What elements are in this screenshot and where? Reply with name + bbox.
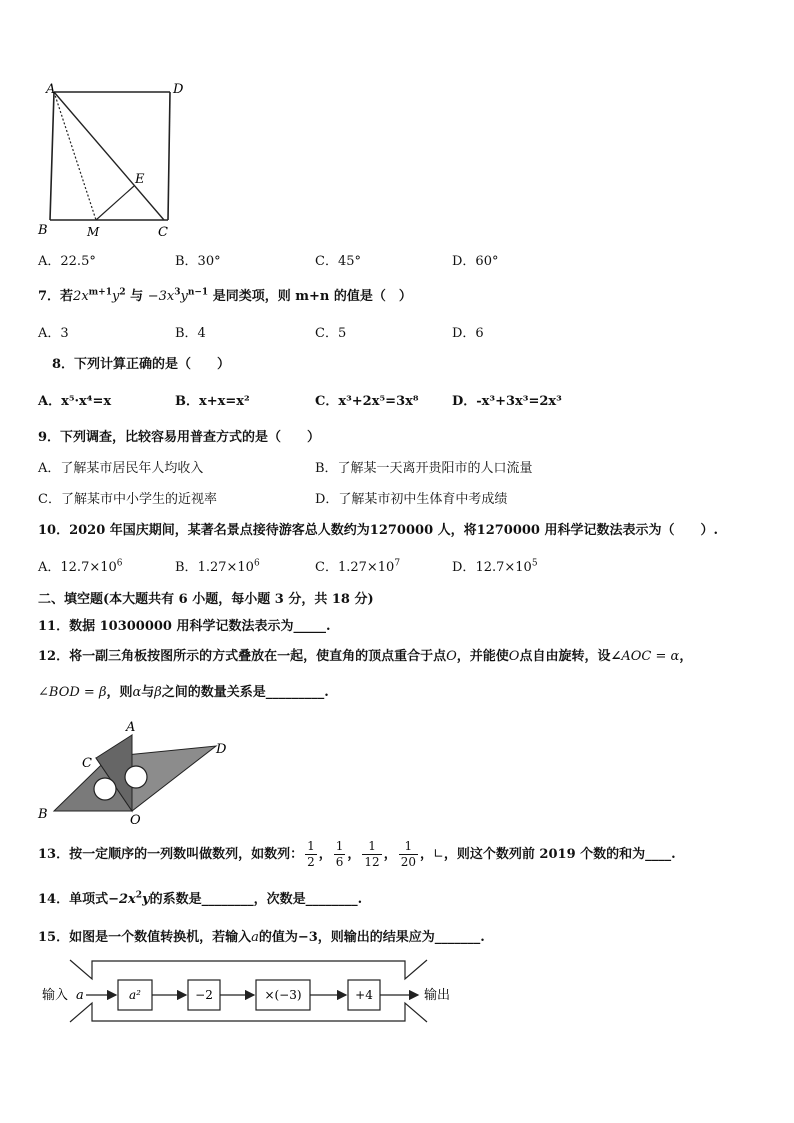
section-heading: 二、填空题(本大题共有 6 小题，每小题 3 分，共 18 分) (38, 592, 374, 607)
q6-option-c[interactable]: C．45° (315, 254, 361, 269)
tri-label-d: D (216, 742, 227, 757)
machine-input-label: 输入 (42, 988, 69, 1003)
q13-stem (38, 835, 676, 875)
conversion-machine (30, 955, 470, 1030)
q11-stem: 11．数据 10300000 用科学记数法表示为_____. (38, 619, 331, 634)
q7-option-a[interactable]: A．3 (38, 326, 69, 341)
q9-option-a[interactable]: A．了解某市居民年人均收入 (38, 461, 204, 476)
machine-box-minus2-label: −2 (195, 988, 213, 1002)
q7-term1-exp: m+1 (88, 287, 112, 298)
q7-term2-y: y (180, 289, 188, 304)
q8-option-b[interactable]: B．x+x=x² (175, 394, 250, 409)
q10-a-letter: A． (38, 560, 61, 575)
q13-frac-1: $\frac{1}{2}$ (307, 839, 315, 869)
q10-d-mantissa: 12.7×10 (475, 560, 532, 575)
tri-label-a: A (126, 720, 136, 735)
q7-term1-base: 2x (73, 289, 89, 304)
q13-sep-4: ， (419, 847, 433, 862)
q7-term1-y: y (111, 289, 120, 304)
q7-term2-yexp: n−1 (187, 287, 209, 298)
tri-label-c: C (82, 756, 92, 771)
q10-b-mantissa: 1.27×10 (197, 560, 254, 575)
q12-angle-sign: ∠ (38, 685, 49, 700)
q10-b-letter: B． (175, 560, 198, 575)
q14-question: 的系数是________，次数是________. (149, 892, 363, 907)
q10-b-exponent: 6 (253, 558, 260, 569)
q7-conjunction: 与 (130, 289, 144, 304)
q10-option-c[interactable] (315, 556, 400, 575)
q8-option-a[interactable]: A．x⁵·x⁴=x (38, 394, 112, 409)
q12-point-o: O (446, 649, 457, 664)
q12-alpha: α (670, 649, 680, 664)
triangles-figure (30, 716, 240, 828)
q8-option-c[interactable]: C．x³+2x⁵=3x⁸ (315, 394, 419, 409)
q12-text-c: 点自由旋转，设∠ (519, 649, 622, 664)
q13-frac-2: $\frac{1}{6}$ (335, 839, 344, 869)
q13-question: ，则这个数列前 2019 个数的和为____. (443, 847, 676, 862)
machine-output-label: 输出 (424, 988, 451, 1003)
q13-ellipsis: ∟ (433, 847, 444, 862)
q13-prefix: 13．按一定顺序的一列数叫做数列，如数列： (38, 847, 304, 862)
tri-label-o: O (130, 813, 141, 828)
q10-d-exponent: 5 (531, 558, 538, 569)
q12-text-e: 与 (141, 685, 155, 700)
q15-question: 的值为−3，则输出的结果应为_______. (258, 930, 485, 945)
q9-option-c[interactable]: C．了解某市中小学生的近视率 (38, 492, 217, 507)
point-label-d: D (173, 82, 184, 97)
q12-text-d: ，则 (106, 685, 133, 700)
point-label-e: E (135, 172, 145, 187)
q12-equals2: = (79, 685, 99, 700)
q6-option-d[interactable]: D．60° (452, 254, 499, 269)
q14-stem (38, 888, 362, 907)
q6-option-b[interactable]: B．30° (175, 254, 221, 269)
q10-option-b[interactable] (175, 556, 260, 575)
q13-sep-2: ， (347, 847, 361, 862)
q14-monomial: −2x (108, 892, 136, 907)
machine-box-times-label: ×(−3) (264, 988, 302, 1002)
q10-option-d[interactable] (452, 556, 538, 575)
q13-frac-3: $\frac{1}{12}$ (364, 839, 380, 869)
q13-sep-3: ， (383, 847, 397, 862)
machine-box-square-label: a² (129, 988, 141, 1002)
q10-a-mantissa: 12.7×10 (60, 560, 117, 575)
q12-text-b: ，并能使 (456, 649, 509, 664)
q12-comma: ， (679, 649, 693, 664)
q12-text-a: 12．将一副三角板按图所示的方式叠放在一起，使直角的顶点重合于点 (38, 649, 447, 664)
q10-option-a[interactable] (38, 556, 123, 575)
machine-input-var: a (76, 988, 84, 1003)
q7-option-b[interactable]: B．4 (175, 326, 206, 341)
point-label-c: C (158, 225, 168, 240)
q8-option-d[interactable]: D．-x³+3x³=2x³ (452, 394, 562, 409)
q12-angle-bod: BOD (48, 685, 80, 700)
q15-prefix: 15．如图是一个数值转换机，若输入 (38, 930, 252, 945)
q7-option-d[interactable]: D．6 (452, 326, 484, 341)
q10-a-exponent: 6 (116, 558, 123, 569)
q7-term1-yexp: 2 (119, 287, 126, 298)
q12-point-o2: O (508, 649, 520, 664)
q14-monomial-y: y (142, 892, 150, 907)
q12-beta: β (98, 685, 107, 700)
q14-monomial-exp: 2 (135, 890, 143, 901)
q10-c-letter: C． (315, 560, 338, 575)
q12-alpha2: α (132, 685, 142, 700)
q9-option-d[interactable]: D．了解某市初中生体育中考成绩 (315, 492, 508, 507)
q7-stem (38, 285, 412, 304)
q10-c-exponent: 7 (394, 558, 401, 569)
q12-line2 (38, 681, 329, 700)
tri-label-b: B (38, 807, 48, 822)
q6-option-a[interactable]: A．22.5° (38, 254, 96, 269)
q7-prefix: 7．若 (38, 289, 74, 304)
q8-stem: 8．下列计算正确的是（ ） (52, 357, 231, 372)
q12-beta2: β (154, 685, 162, 700)
q10-d-letter: D． (452, 560, 476, 575)
q9-option-b[interactable]: B．了解某一天离开贵阳市的人口流量 (315, 461, 533, 476)
q13-frac-4: $\frac{1}{20}$ (400, 839, 416, 869)
q7-option-c[interactable]: C．5 (315, 326, 347, 341)
square-figure (30, 76, 200, 244)
q7-question: 是同类项，则 m+n 的值是（ ） (212, 289, 412, 304)
q14-prefix: 14．单项式 (38, 892, 109, 907)
q12-line1 (38, 645, 692, 664)
q7-term2-base: −3x (147, 289, 175, 304)
q10-stem: 10．2020 年国庆期间，某著名景点接待游客总人数约为1270000 人，将1270000 用科学记数法表示为（ ）. (38, 523, 719, 538)
q7-term2-exp: 3 (174, 287, 181, 298)
q12-text-f: 之间的数量关系是_________. (161, 685, 329, 700)
point-label-b: B (38, 223, 48, 238)
q15-stem (38, 926, 485, 945)
q15-var-a: a (251, 930, 259, 945)
q13-sep-1: ， (318, 847, 332, 862)
point-label-a: A (46, 82, 56, 97)
q9-stem: 9．下列调查，比较容易用普查方式的是（ ） (38, 430, 321, 445)
machine-box-plus4-label: +4 (355, 988, 373, 1002)
q10-c-mantissa: 1.27×10 (337, 560, 395, 575)
q12-angle-aoc: AOC (621, 649, 652, 664)
point-label-m: M (87, 225, 100, 239)
q12-equals1: = (651, 649, 671, 664)
